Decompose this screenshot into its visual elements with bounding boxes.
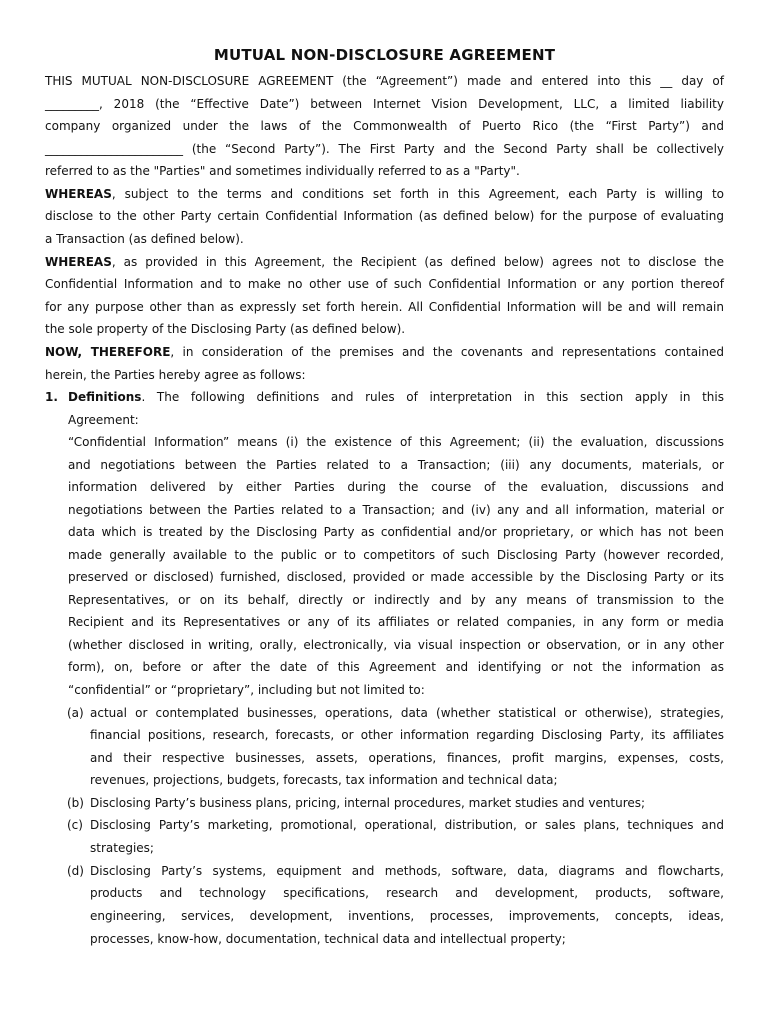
text-line: “confidential” or “proprietary”, including but not limited to:: [68, 683, 425, 697]
text-line: financial positions, research, forecasts, or other information regarding Disclosing Party, its affiliates: [90, 728, 724, 742]
text-line: Representatives, or on its behalf, directly or indirectly and by any means of transmission to the: [68, 593, 724, 607]
whereas-lead: WHEREAS: [45, 187, 112, 201]
text-line: Disclosing Party’s business plans, pricing, internal procedures, market studies and ventures;: [90, 796, 646, 810]
text-line: data which is treated by the Disclosing Party as confidential and/or proprietary, or which has not been: [68, 525, 724, 539]
text-line: negotiations between the Parties related to a Transaction; and (iv) any and all information, material or: [68, 503, 724, 517]
whereas-lead: WHEREAS: [45, 255, 112, 269]
text-line: a Transaction (as defined below).: [45, 232, 244, 246]
text-line: and negotiations between the Parties related to a Transaction; (iii) any documents, materials, or: [68, 458, 724, 472]
text-line: disclose to the other Party certain Confidential Information (as defined below) for the purpose of evaluating: [45, 209, 724, 223]
section-number: 1.: [45, 390, 58, 404]
text-run: , in consideration of the premises and the covenants and representations contained: [170, 345, 724, 359]
document-title: MUTUAL NON-DISCLOSURE AGREEMENT: [213, 46, 556, 64]
text-run: , subject to the terms and conditions set forth in this Agreement, each Party is willing to: [111, 187, 724, 201]
text-line: _______________________ (the “Second Party”). The First Party and the Second Party shall be collectively: [45, 142, 724, 156]
text-line: Disclosing Party’s systems, equipment and methods, software, data, diagrams and flowcharts,: [90, 864, 724, 878]
list-item-label: (a): [67, 706, 84, 720]
text-line: [45, 254, 724, 270]
text-line: Disclosing Party’s marketing, promotional, operational, distribution, or sales plans, techniques and: [90, 818, 724, 832]
text-run: . The following definitions and rules of interpretation in this section apply in this: [141, 390, 724, 404]
text-line: “Confidential Information” means (i) the existence of this Agreement; (ii) the evaluation, discussions: [68, 435, 724, 449]
text-line: THIS MUTUAL NON-DISCLOSURE AGREEMENT (the “Agreement”) made and entered into this __ day of: [45, 74, 724, 88]
now-therefore-lead: NOW, THEREFORE: [45, 345, 171, 359]
text-line: Recipient and its Representatives or any of its affiliates or related companies, in any form or media: [68, 615, 724, 629]
list-item-label: (d): [67, 864, 84, 878]
text-line: _________, 2018 (the “Effective Date”) between Internet Vision Development, LLC, a limited liability: [45, 97, 724, 111]
text-line: the sole property of the Disclosing Party (as defined below).: [45, 322, 406, 336]
text-line: [45, 186, 724, 202]
text-line: [68, 389, 724, 405]
text-line: engineering, services, development, inventions, processes, improvements, concepts, ideas,: [90, 909, 724, 923]
text-line: revenues, projections, budgets, forecasts, tax information and technical data;: [90, 773, 558, 787]
section-heading: Definitions: [68, 390, 142, 404]
text-line: (whether disclosed in writing, orally, electronically, via visual inspection or observation, or in any other: [68, 638, 724, 652]
text-line: strategies;: [90, 841, 154, 855]
text-line: [45, 344, 724, 360]
text-line: referred to as the "Parties" and sometimes individually referred to as a "Party".: [45, 164, 520, 178]
list-item-label: (b): [67, 796, 84, 810]
text-line: made generally available to the public or to competitors of such Disclosing Party (however recorded,: [68, 548, 724, 562]
text-line: actual or contemplated businesses, operations, data (whether statistical or otherwise), strategies,: [90, 706, 724, 720]
list-item-label: (c): [67, 818, 83, 832]
text-run: , as provided in this Agreement, the Recipient (as defined below) agrees not to disclose the: [111, 255, 724, 269]
text-line: products and technology specifications, research and development, products, software,: [90, 886, 724, 900]
text-line: for any purpose other than as expressly set forth herein. All Confidential Information will be and will remain: [45, 300, 724, 314]
text-line: information delivered by either Parties during the course of the evaluation, discussions and: [68, 480, 724, 494]
text-line: Confidential Information and to make no other use of such Confidential Information or any portion thereof: [45, 277, 724, 291]
text-line: herein, the Parties hereby agree as follows:: [45, 368, 306, 382]
text-line: form), on, before or after the date of this Agreement and identifying or not the information as: [68, 660, 724, 674]
text-line: company organized under the laws of the Commonwealth of Puerto Rico (the “First Party”) and: [45, 119, 724, 133]
text-line: Agreement:: [68, 413, 139, 427]
text-line: processes, know-how, documentation, technical data and intellectual property;: [90, 932, 566, 946]
text-line: and their respective businesses, assets, operations, finances, profit margins, expenses, costs,: [90, 751, 724, 765]
text-line: preserved or disclosed) furnished, disclosed, provided or made accessible by the Disclosing Party or its: [68, 570, 724, 584]
